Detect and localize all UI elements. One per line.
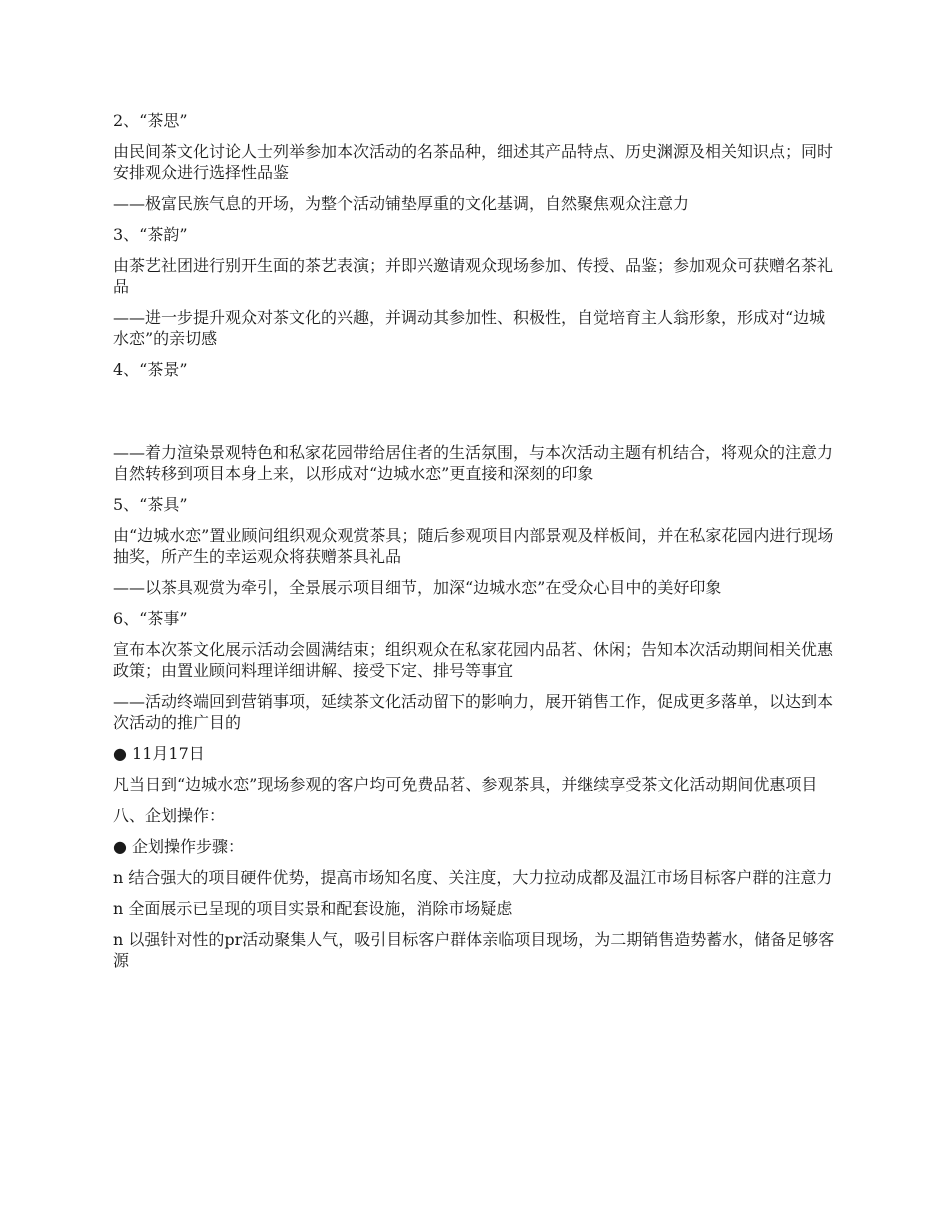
paragraph: 由茶艺社团进行别开生面的茶艺表演；并即兴邀请观众现场参加、传授、品鉴；参加观众可获赠名茶礼品	[113, 256, 834, 296]
section-heading-tea-ware: 5、“茶具”	[113, 495, 188, 514]
blank-paragraph	[113, 390, 840, 432]
document-page	[113, 110, 840, 981]
paragraph: 由“边城水恋”置业顾问组织观众观赏茶具；随后参观项目内部景观及样板间，并在私家花园内进行现场抽奖，所产生的幸运观众将获赠茶具礼品	[113, 526, 834, 566]
paragraph: ——以茶具观赏为牵引，全景展示项目细节，加深“边城水恋”在受众心目中的美好印象	[113, 578, 722, 597]
bullet-planning-steps: ● 企划操作步骤：	[113, 837, 245, 856]
section-heading-tea-affairs: 6、“茶事”	[113, 609, 188, 628]
section-heading-tea-charm: 3、“茶韵”	[113, 225, 188, 244]
paragraph: ——极富民族气息的开场，为整个活动铺垫厚重的文化基调，自然聚焦观众注意力	[113, 194, 690, 213]
list-item: n 全面展示已呈现的项目实景和配套设施，消除市场疑虑	[113, 899, 513, 918]
paragraph: ——进一步提升观众对茶文化的兴趣，并调动其参加性、积极性，自觉培育主人翁形象，形成对“边城水恋”的亲切感	[113, 308, 826, 348]
bullet-date: ● 11月17日	[113, 744, 205, 763]
section-heading-tea-scene: 4、“茶景”	[113, 360, 188, 379]
section-heading-tea-thought: 2、“茶思”	[113, 111, 188, 130]
paragraph: 由民间茶文化讨论人士列举参加本次活动的名茶品种，细述其产品特点、历史渊源及相关知识点；同时安排观众进行选择性品鉴	[113, 142, 834, 182]
section-heading-planning: 八、企划操作：	[113, 806, 226, 825]
paragraph: 宣布本次茶文化展示活动会圆满结束；组织观众在私家花园内品茗、休闲；告知本次活动期间相关优惠政策；由置业顾问料理详细讲解、接受下定、排号等事宜	[113, 640, 834, 680]
paragraph: ——着力渲染景观特色和私家花园带给居住者的生活氛围，与本次活动主题有机结合，将观众的注意力自然转移到项目本身上来，以形成对“边城水恋”更直接和深刻的印象	[113, 443, 834, 483]
list-item: n 以强针对性的pr活动聚集人气，吸引目标客户群体亲临项目现场，为二期销售造势蓄水，储备足够客源	[113, 930, 835, 970]
paragraph: ——活动终端回到营销事项，延续茶文化活动留下的影响力，展开销售工作，促成更多落单，以达到本次活动的推广目的	[113, 692, 834, 732]
paragraph: 凡当日到“边城水恋”现场参观的客户均可免费品茗、参观茶具，并继续享受茶文化活动期间优惠项目	[113, 775, 818, 794]
list-item: n 结合强大的项目硬件优势，提高市场知名度、关注度，大力拉动成都及温江市场目标客户群的注意力	[113, 868, 833, 887]
